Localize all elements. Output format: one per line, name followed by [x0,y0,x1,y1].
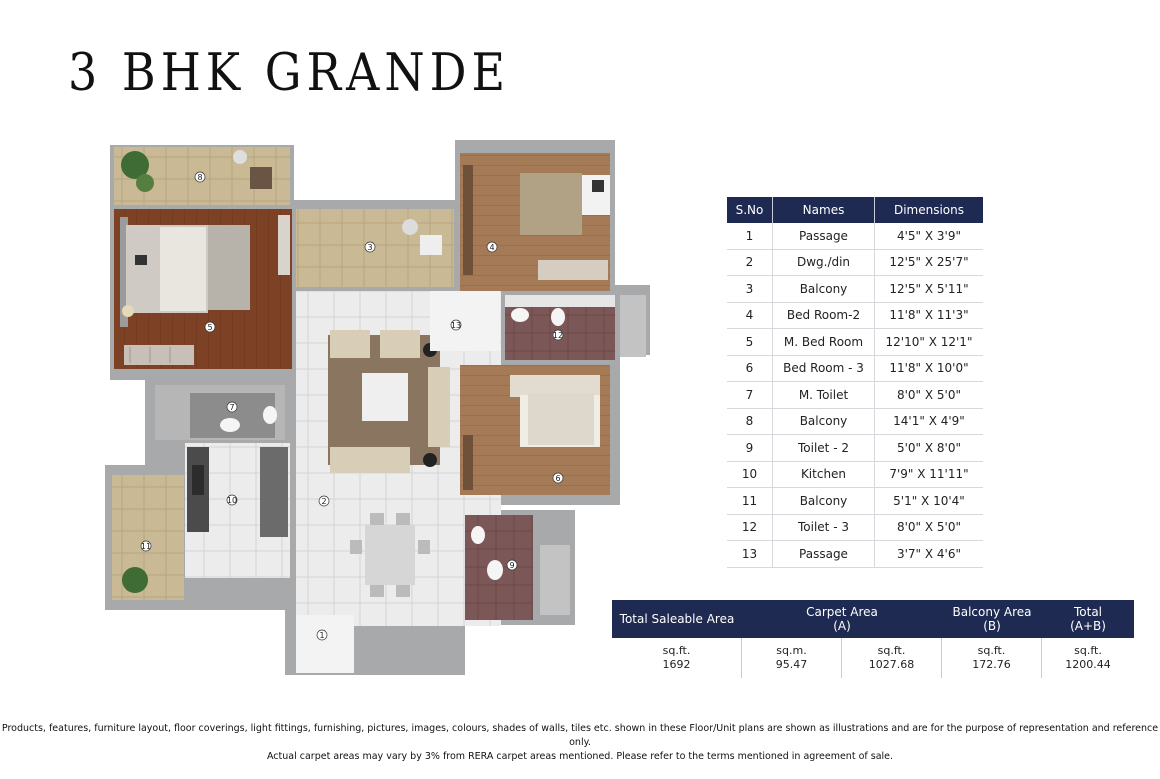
unit-label: sq.m. [776,644,807,657]
cell-name: Kitchen [773,461,875,488]
cell-dimension: 14'1" X 4'9" [875,408,984,435]
cell-sno: 8 [727,408,773,435]
table-row [727,249,983,276]
unit-label: sq.ft. [662,644,691,657]
cell-dimension: 12'5" X 5'11" [875,276,984,303]
table-row [727,488,983,515]
balcony-area-label: Balcony Area [952,605,1032,619]
cell-sno: 11 [727,488,773,515]
cell-carpet-sqm [742,638,842,678]
table-row [727,408,983,435]
cell-name: Balcony [773,408,875,435]
carpet-sqm-value: 95.47 [775,658,808,671]
disclaimer-line-1: Products, features, furniture layout, floor coverings, light fittings, furnishing, pictures, images, colours, shades of walls, tiles etc. shown in these Floor/Unit plans are shown as illustrations and are for the purpose of representation and reference only. [1,723,1159,748]
table-row [727,302,983,329]
label-6: 6 [555,474,561,483]
cell-balcony-sqft [942,638,1042,678]
cell-sno: 10 [727,461,773,488]
page-title: 3 BHK GRANDE [68,42,511,103]
area-summary-table [612,600,1134,678]
room-master-bedroom [114,209,292,369]
carpet-area-sub: (A) [833,619,851,633]
cell-name: Balcony [773,276,875,303]
total-sub: (A+B) [1070,619,1106,633]
header-names: Names [773,197,875,223]
room-master-toilet [155,385,285,440]
cell-name: M. Bed Room [773,329,875,356]
header-sno: S.No [727,197,773,223]
cell-sno: 4 [727,302,773,329]
cell-name: Bed Room-2 [773,302,875,329]
total-label: Total [1073,605,1103,619]
header-carpet-area [742,600,942,638]
cell-dimension: 12'5" X 25'7" [875,249,984,276]
table-row [727,355,983,382]
room-kitchen [185,443,290,578]
label-4: 4 [489,243,495,252]
cell-dimension: 3'7" X 4'6" [875,541,984,568]
cell-name: Dwg./din [773,249,875,276]
label-3: 3 [367,243,373,252]
disclaimer [0,722,1160,764]
table-row [727,223,983,249]
label-11: 11 [140,542,152,551]
floor-plan [100,135,660,680]
area-value-row [612,638,1134,678]
cell-dimension: 8'0" X 5'0" [875,514,984,541]
table-row [727,276,983,303]
header-total-saleable: Total Saleable Area [619,612,735,626]
room-passage-13 [430,291,500,351]
unit-label: sq.ft. [877,644,906,657]
label-8: 8 [197,173,203,182]
label-5: 5 [207,323,213,332]
cell-sno: 7 [727,382,773,409]
table-row [727,514,983,541]
label-12: 12 [552,331,564,340]
cell-dimension: 11'8" X 10'0" [875,355,984,382]
cell-saleable [612,638,742,678]
cell-sno: 12 [727,514,773,541]
room-dimensions-table [727,197,983,568]
room-passage-1 [296,615,354,673]
cell-dimension: 12'10" X 12'1" [875,329,984,356]
label-2: 2 [321,497,327,506]
table-row [727,541,983,568]
label-9: 9 [509,561,515,570]
room-balcony-11 [112,475,184,600]
room-toilet-3 [505,295,646,360]
cell-dimension: 7'9" X 11'11" [875,461,984,488]
balcony-sqft-value: 172.76 [972,658,1011,671]
label-13: 13 [450,321,462,330]
cell-name: Passage [773,541,875,568]
table-row [727,329,983,356]
label-1: 1 [319,631,325,640]
table-row [727,461,983,488]
cell-name: Toilet - 3 [773,514,875,541]
table-header-row [727,197,983,223]
cell-dimension: 4'5" X 3'9" [875,223,984,249]
cell-dimension: 11'8" X 11'3" [875,302,984,329]
cell-sno: 13 [727,541,773,568]
unit-label: sq.ft. [1074,644,1102,657]
cell-name: M. Toilet [773,382,875,409]
area-header-row [612,600,1134,638]
disclaimer-line-2: Actual carpet areas may vary by 3% from RERA carpet areas mentioned. Please refer to the terms mentioned in agreement of sale. [266,751,894,762]
unit-label: sq.ft. [977,644,1006,657]
cell-name: Passage [773,223,875,249]
cell-sno: 3 [727,276,773,303]
label-7: 7 [229,403,235,412]
cell-dimension: 5'0" X 8'0" [875,435,984,462]
header-total [1042,600,1134,638]
cell-sno: 9 [727,435,773,462]
table-row [727,382,983,409]
cell-total-sqft [1042,638,1134,678]
table-row [727,435,983,462]
cell-carpet-sqft [842,638,942,678]
cell-dimension: 8'0" X 5'0" [875,382,984,409]
saleable-value: 1692 [662,658,691,671]
header-dimensions: Dimensions [875,197,984,223]
carpet-area-label: Carpet Area [806,605,878,619]
carpet-sqft-value: 1027.68 [868,658,915,671]
room-bedroom-3 [460,365,610,495]
cell-sno: 1 [727,223,773,249]
cell-name: Balcony [773,488,875,515]
cell-name: Toilet - 2 [773,435,875,462]
cell-sno: 6 [727,355,773,382]
header-balcony-area [942,600,1042,638]
cell-name: Bed Room - 3 [773,355,875,382]
cell-sno: 5 [727,329,773,356]
label-10: 10 [226,496,238,505]
balcony-area-sub: (B) [983,619,1001,633]
cell-sno: 2 [727,249,773,276]
total-sqft-value: 1200.44 [1065,658,1111,671]
cell-dimension: 5'1" X 10'4" [875,488,984,515]
room-bedroom-2 [460,153,610,291]
